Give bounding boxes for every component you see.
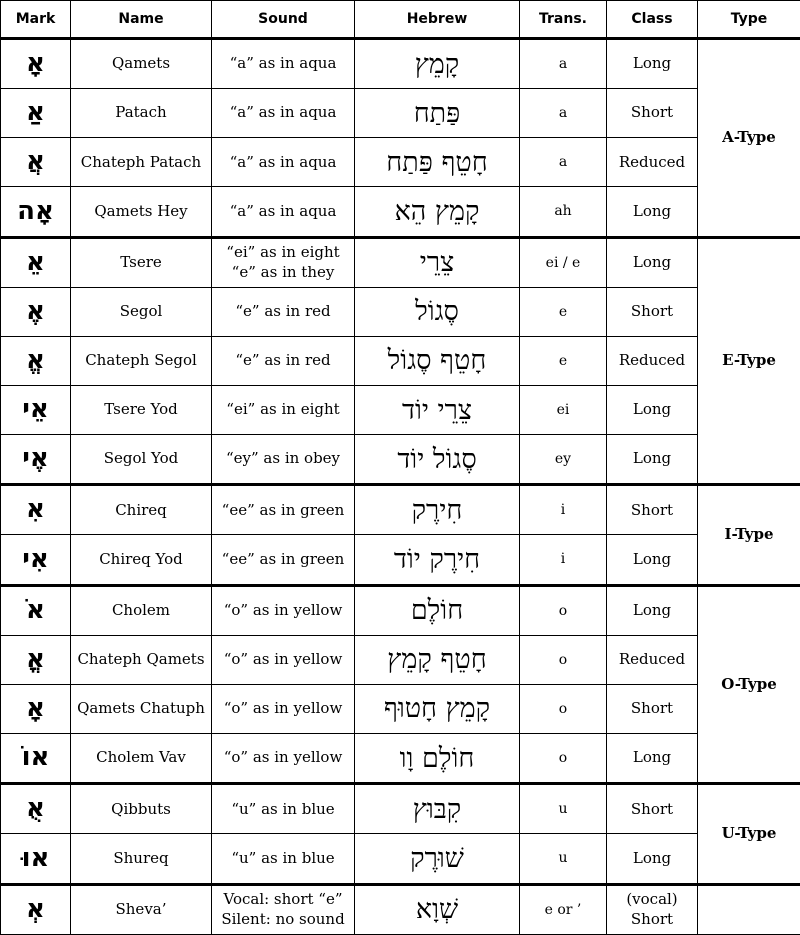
transliteration: e or ’ bbox=[520, 884, 607, 934]
vowel-mark: אָ bbox=[1, 39, 71, 89]
transliteration: ey bbox=[520, 435, 607, 485]
table-row bbox=[1, 485, 800, 535]
vowel-class: Reduced bbox=[607, 635, 698, 684]
table-row bbox=[1, 386, 800, 435]
vowel-mark: אַ bbox=[1, 89, 71, 138]
transliteration: o bbox=[520, 585, 607, 635]
vowel-type: E-Type bbox=[698, 237, 800, 485]
vowel-name: Patach bbox=[71, 89, 212, 138]
vowel-class: Long bbox=[607, 734, 698, 784]
transliteration: i bbox=[520, 485, 607, 535]
sound-line: “a” as in aqua bbox=[229, 201, 337, 220]
vowel-class: (vocal) Short bbox=[607, 884, 698, 934]
vowel-class: Short bbox=[607, 485, 698, 535]
vowel-class: Long bbox=[607, 585, 698, 635]
vowel-sound bbox=[212, 187, 355, 237]
vowel-name: Chateph Segol bbox=[71, 336, 212, 385]
vowel-sound bbox=[212, 635, 355, 684]
vowel-sound bbox=[212, 485, 355, 535]
vowel-sound bbox=[212, 734, 355, 784]
sound-line: Silent: no sound bbox=[221, 909, 345, 928]
table-body bbox=[1, 39, 800, 935]
table-row bbox=[1, 784, 800, 834]
hebrew-name: קָמֵץ חָטוּף bbox=[355, 684, 520, 733]
vowel-class: Long bbox=[607, 39, 698, 89]
header-mark: Mark bbox=[1, 1, 71, 39]
transliteration: i bbox=[520, 535, 607, 585]
vowel-type bbox=[698, 884, 800, 934]
vowel-sound bbox=[212, 884, 355, 934]
vowel-type: I-Type bbox=[698, 485, 800, 585]
sound-line: “ee” as in green bbox=[221, 500, 345, 519]
vowel-mark: אֳ bbox=[1, 635, 71, 684]
vowel-name: Chateph Qamets bbox=[71, 635, 212, 684]
transliteration: u bbox=[520, 784, 607, 834]
table-row bbox=[1, 237, 800, 287]
vowel-name: Shureq bbox=[71, 834, 212, 884]
hebrew-name: קָמֵץ bbox=[355, 39, 520, 89]
transliteration: ei bbox=[520, 386, 607, 435]
hebrew-name: חוֹלֶם bbox=[355, 585, 520, 635]
header-name: Name bbox=[71, 1, 212, 39]
header-type: Type bbox=[698, 1, 800, 39]
transliteration: o bbox=[520, 684, 607, 733]
vowel-class: Short bbox=[607, 684, 698, 733]
hebrew-name: חָטֵף סֶגוֹל bbox=[355, 336, 520, 385]
hebrew-name: סֶגוֹל bbox=[355, 287, 520, 336]
sound-line: “e” as in they bbox=[231, 262, 335, 281]
vowel-mark: אֶ bbox=[1, 287, 71, 336]
table-row bbox=[1, 435, 800, 485]
vowel-type: A-Type bbox=[698, 39, 800, 238]
hebrew-name: צֵרֵי bbox=[355, 237, 520, 287]
table-row bbox=[1, 287, 800, 336]
hebrew-name: חָטֵף קָמֵץ bbox=[355, 635, 520, 684]
sound-line: “ee” as in green bbox=[221, 549, 345, 568]
vowel-class: Reduced bbox=[607, 336, 698, 385]
sound-line: “ei” as in eight bbox=[226, 400, 340, 419]
vowel-type: O-Type bbox=[698, 585, 800, 784]
hebrew-name: חִירֶק יוֹד bbox=[355, 535, 520, 585]
vowel-sound bbox=[212, 39, 355, 89]
sound-line: “a” as in aqua bbox=[229, 54, 337, 73]
vowel-sound bbox=[212, 237, 355, 287]
vowel-class: Reduced bbox=[607, 138, 698, 187]
vowel-name: Cholem Vav bbox=[71, 734, 212, 784]
vowel-name: Qamets Chatuph bbox=[71, 684, 212, 733]
vowel-sound bbox=[212, 336, 355, 385]
vowel-sound bbox=[212, 585, 355, 635]
table-row bbox=[1, 39, 800, 89]
table-row bbox=[1, 834, 800, 884]
sound-line: “a” as in aqua bbox=[229, 152, 337, 171]
vowel-mark: אֻ bbox=[1, 784, 71, 834]
sound-line: “u” as in blue bbox=[231, 848, 335, 867]
vowel-class: Long bbox=[607, 535, 698, 585]
table-row bbox=[1, 89, 800, 138]
vowel-sound bbox=[212, 138, 355, 187]
vowel-class: Long bbox=[607, 237, 698, 287]
table-row bbox=[1, 138, 800, 187]
vowel-mark: אֱ bbox=[1, 336, 71, 385]
vowel-name: Sheva’ bbox=[71, 884, 212, 934]
hebrew-name: שְׁוָא bbox=[355, 884, 520, 934]
vowel-mark: אֹ bbox=[1, 585, 71, 635]
vowel-name: Cholem bbox=[71, 585, 212, 635]
vowel-name: Chireq Yod bbox=[71, 535, 212, 585]
vowel-name: Chateph Patach bbox=[71, 138, 212, 187]
table-row bbox=[1, 884, 800, 934]
sound-line: “e” as in red bbox=[235, 302, 331, 321]
transliteration: a bbox=[520, 138, 607, 187]
vowel-mark: אִ bbox=[1, 485, 71, 535]
vowel-mark: אֲ bbox=[1, 138, 71, 187]
hebrew-name: סֶגוֹל יוֹד bbox=[355, 435, 520, 485]
sound-line: “a” as in aqua bbox=[229, 103, 337, 122]
transliteration: o bbox=[520, 734, 607, 784]
vowel-class: Short bbox=[607, 784, 698, 834]
vowel-sound bbox=[212, 784, 355, 834]
header-class: Class bbox=[607, 1, 698, 39]
vowel-name: Qamets Hey bbox=[71, 187, 212, 237]
header-row bbox=[1, 1, 800, 39]
transliteration: a bbox=[520, 39, 607, 89]
sound-line: “e” as in red bbox=[235, 351, 331, 370]
transliteration: e bbox=[520, 287, 607, 336]
transliteration: a bbox=[520, 89, 607, 138]
transliteration: o bbox=[520, 635, 607, 684]
vowel-mark: אָ bbox=[1, 684, 71, 733]
vowel-name: Tsere bbox=[71, 237, 212, 287]
vowel-sound bbox=[212, 89, 355, 138]
hebrew-name: פַּתַח bbox=[355, 89, 520, 138]
vowel-class: Long bbox=[607, 435, 698, 485]
hebrew-name: שׁוּרֶק bbox=[355, 834, 520, 884]
sound-line: “o” as in yellow bbox=[223, 699, 343, 718]
vowel-class: Long bbox=[607, 187, 698, 237]
transliteration: e bbox=[520, 336, 607, 385]
sound-line: “ey” as in obey bbox=[225, 449, 341, 468]
header-trans: Trans. bbox=[520, 1, 607, 39]
sound-line: “o” as in yellow bbox=[223, 601, 343, 620]
vowel-sound bbox=[212, 535, 355, 585]
hebrew-name: צֵרֵי יוֹד bbox=[355, 386, 520, 435]
vowel-name: Tsere Yod bbox=[71, 386, 212, 435]
vowel-name: Qamets bbox=[71, 39, 212, 89]
sound-line: Vocal: short “e” bbox=[223, 890, 343, 909]
vowel-name: Qibbuts bbox=[71, 784, 212, 834]
table-row bbox=[1, 585, 800, 635]
transliteration: u bbox=[520, 834, 607, 884]
vowel-mark: אֵ bbox=[1, 237, 71, 287]
vowel-mark: אְ bbox=[1, 884, 71, 934]
table-row bbox=[1, 734, 800, 784]
hebrew-name: חָטֵף פַּתַח bbox=[355, 138, 520, 187]
vowel-mark: אוּ bbox=[1, 834, 71, 884]
vowel-mark: אוֹ bbox=[1, 734, 71, 784]
table-row bbox=[1, 684, 800, 733]
vowel-type: U-Type bbox=[698, 784, 800, 884]
vowel-class: Long bbox=[607, 386, 698, 435]
vowel-sound bbox=[212, 834, 355, 884]
vowel-sound bbox=[212, 684, 355, 733]
vowel-sound bbox=[212, 435, 355, 485]
sound-line: “ei” as in eight bbox=[226, 243, 340, 262]
vowel-name: Chireq bbox=[71, 485, 212, 535]
sound-line: “o” as in yellow bbox=[223, 748, 343, 767]
vowel-mark: אֶי bbox=[1, 435, 71, 485]
vowel-sound bbox=[212, 287, 355, 336]
vowel-class: Long bbox=[607, 834, 698, 884]
hebrew-name: חוֹלֶם וָו bbox=[355, 734, 520, 784]
sound-line: “u” as in blue bbox=[231, 799, 335, 818]
vowel-sound bbox=[212, 386, 355, 435]
transliteration: ah bbox=[520, 187, 607, 237]
hebrew-name: קָמֵץ הֵא bbox=[355, 187, 520, 237]
header-hebrew: Hebrew bbox=[355, 1, 520, 39]
vowel-name: Segol bbox=[71, 287, 212, 336]
vowel-class: Short bbox=[607, 89, 698, 138]
vowel-class: Short bbox=[607, 287, 698, 336]
hebrew-name: חִירֶק bbox=[355, 485, 520, 535]
transliteration: ei / e bbox=[520, 237, 607, 287]
vowel-name: Segol Yod bbox=[71, 435, 212, 485]
sound-line: “o” as in yellow bbox=[223, 650, 343, 669]
vowel-mark: אֵי bbox=[1, 386, 71, 435]
header-sound: Sound bbox=[212, 1, 355, 39]
table-row bbox=[1, 535, 800, 585]
hebrew-name: קִבּוּץ bbox=[355, 784, 520, 834]
table-row bbox=[1, 187, 800, 237]
table-row bbox=[1, 635, 800, 684]
vowel-mark: אָה bbox=[1, 187, 71, 237]
vowel-mark: אִי bbox=[1, 535, 71, 585]
table-row bbox=[1, 336, 800, 385]
